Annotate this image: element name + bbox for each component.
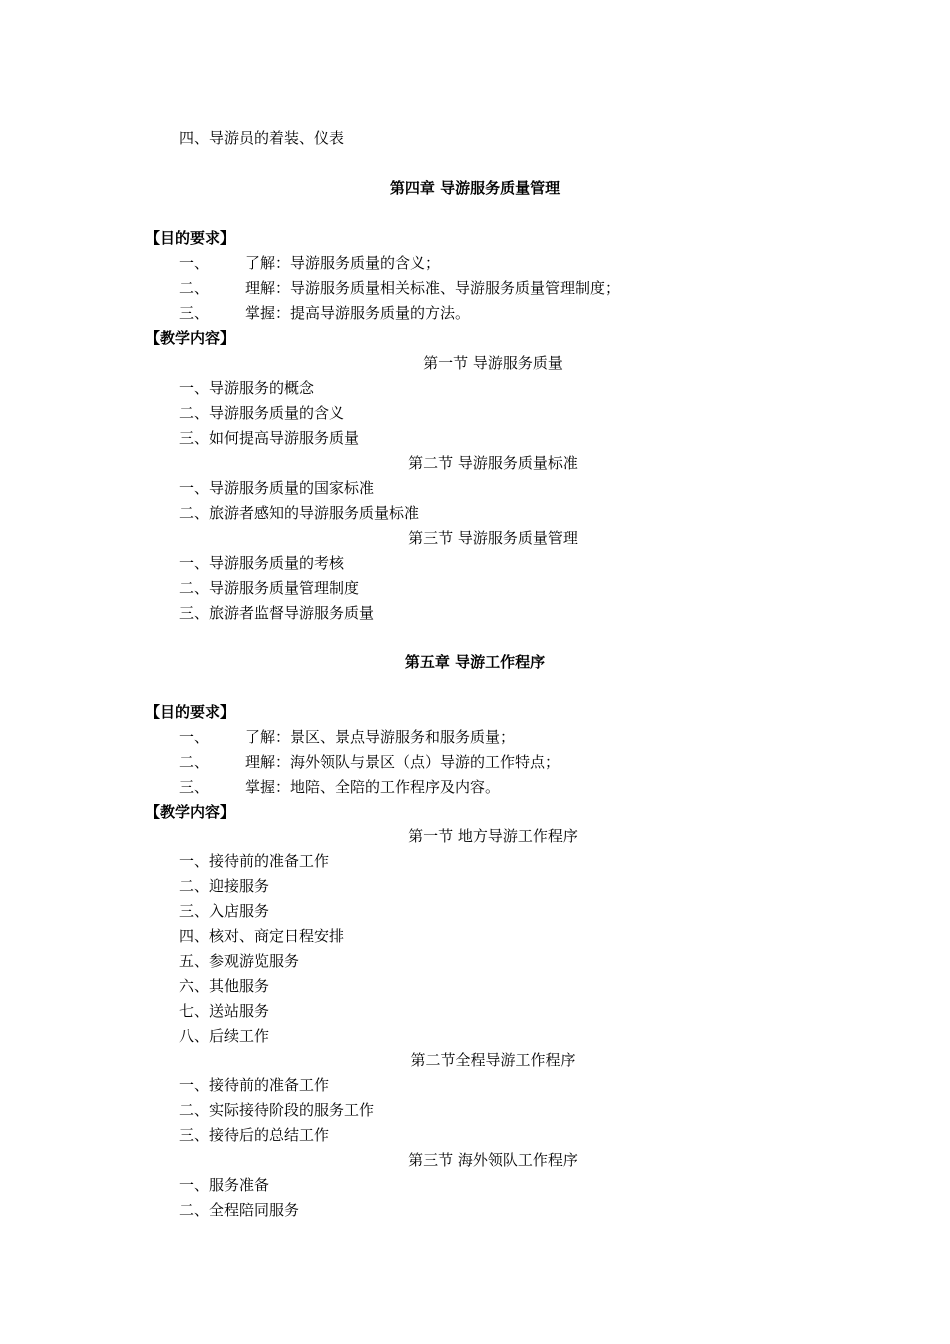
list-item: 二、导游服务质量的含义 xyxy=(179,404,345,422)
list-item: 六、其他服务 xyxy=(179,977,270,995)
section-title: 第一节 地方导游工作程序 xyxy=(408,827,578,845)
list-item: 一、导游服务质量的考核 xyxy=(179,554,345,572)
objective-item: 一、 了解：导游服务质量的含义； xyxy=(179,254,441,272)
list-item: 一、接待前的准备工作 xyxy=(179,1076,330,1094)
objectives-heading: 【目的要求】 xyxy=(145,703,236,721)
list-item: 八、后续工作 xyxy=(179,1027,270,1045)
list-item: 四、核对、商定日程安排 xyxy=(179,927,345,945)
objective-item: 一、 了解：景区、景点导游服务和服务质量； xyxy=(179,728,516,746)
objective-item: 二、 理解：海外领队与景区（点）导游的工作特点； xyxy=(179,753,561,771)
section-title: 第二节 导游服务质量标准 xyxy=(408,454,578,472)
list-item: 三、接待后的总结工作 xyxy=(179,1126,330,1144)
list-item: 三、旅游者监督导游服务质量 xyxy=(179,604,375,622)
list-item: 三、入店服务 xyxy=(179,902,270,920)
section-title: 第三节 导游服务质量管理 xyxy=(408,529,578,547)
list-item: 四、导游员的着装、仪表 xyxy=(179,129,345,147)
content-heading: 【教学内容】 xyxy=(145,329,236,347)
list-item: 一、导游服务的概念 xyxy=(179,379,315,397)
objective-item: 三、 掌握：地陪、全陪的工作程序及内容。 xyxy=(179,778,501,796)
section-title: 第二节全程导游工作程序 xyxy=(410,1051,576,1069)
list-item: 一、导游服务质量的国家标准 xyxy=(179,479,375,497)
section-title: 第三节 海外领队工作程序 xyxy=(408,1151,578,1169)
list-item: 二、旅游者感知的导游服务质量标准 xyxy=(179,504,420,522)
list-item: 七、送站服务 xyxy=(179,1002,270,1020)
list-item: 二、实际接待阶段的服务工作 xyxy=(179,1101,375,1119)
list-item: 二、导游服务质量管理制度 xyxy=(179,579,360,597)
content-heading: 【教学内容】 xyxy=(145,803,236,821)
list-item: 一、接待前的准备工作 xyxy=(179,852,330,870)
objective-item: 三、 掌握：提高导游服务质量的方法。 xyxy=(179,304,471,322)
chapter-title: 第四章 导游服务质量管理 xyxy=(389,179,561,197)
section-title: 第一节 导游服务质量 xyxy=(423,354,563,372)
chapter-title: 第五章 导游工作程序 xyxy=(404,653,546,671)
list-item: 五、参观游览服务 xyxy=(179,952,300,970)
list-item: 二、迎接服务 xyxy=(179,877,270,895)
objectives-heading: 【目的要求】 xyxy=(145,229,236,247)
list-item: 二、全程陪同服务 xyxy=(179,1201,300,1219)
objective-item: 二、 理解：导游服务质量相关标准、导游服务质量管理制度； xyxy=(179,279,621,297)
list-item: 三、如何提高导游服务质量 xyxy=(179,429,360,447)
list-item: 一、服务准备 xyxy=(179,1176,270,1194)
